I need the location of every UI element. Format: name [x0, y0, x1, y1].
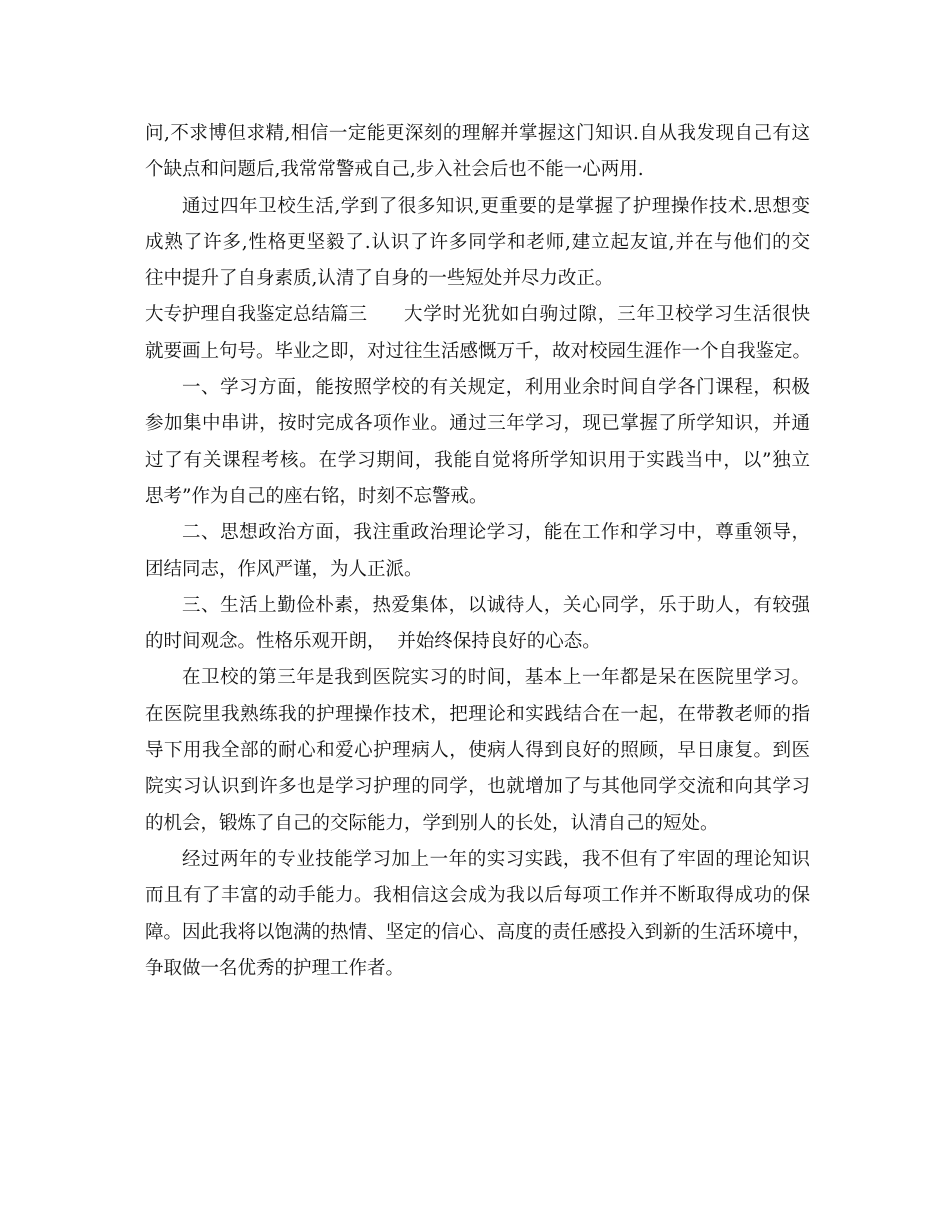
text-line: 障。因此我将以饱满的热情、坚定的信心、高度的责任感投入到新的生活环境中，: [145, 921, 812, 943]
paragraph-6: [145, 588, 810, 661]
text-line: 问,不求博但求精,相信一定能更深刻的理解并掌握这门知识.自从我发现自己有这: [145, 123, 810, 144]
text-line: 个缺点和问题后,我常常警戒自己,步入社会后也不能一心两用.: [145, 159, 644, 181]
paragraph-7: [145, 660, 810, 841]
text-line: 参加集中串讲，按时完成各项作业。通过三年学习，现已掌握了所学知识，并通: [145, 413, 810, 435]
text-line: 就要画上句号。毕业之即，对过往生活感慨万千，故对校园生涯作一个自我鉴定。: [145, 340, 812, 362]
text-line: 团结同志，作风严谨，为人正派。: [145, 558, 423, 580]
text-line: 过了有关课程考核。在学习期间，我能自觉将所学知识用于实践当中，以”独立: [145, 449, 810, 471]
text-line: 二、思想政治方面，我注重政治理论学习，能在工作和学习中，尊重领导，: [182, 522, 810, 544]
paragraph-8: [145, 842, 810, 987]
text-line: 一、学习方面，能按照学校的有关规定，利用业余时间自学各门课程，积极: [182, 377, 810, 399]
text-line: 思考”作为自己的座右铭，时刻不忘警戒。: [145, 485, 488, 507]
text-line: 成熟了许多,性格更坚毅了.认识了许多同学和老师,建立起友谊,并在与他们的交: [145, 231, 810, 253]
text-line: 的时间观念。性格乐观开朗， 并始终保持良好的心态。: [145, 631, 601, 653]
paragraph-3: [145, 297, 810, 370]
paragraph-5: [145, 515, 810, 588]
text-line: 而且有了丰富的动手能力。我相信这会成为我以后每项工作并不断取得成功的保: [145, 885, 810, 907]
text-line: 在医院里我熟练我的护理操作技术，把理论和实践结合在一起，在带教老师的指: [145, 703, 810, 725]
text-line: 院实习认识到许多也是学习护理的同学，也就增加了与其他同学交流和向其学习: [145, 776, 810, 798]
paragraph-4: [145, 370, 810, 515]
text-line: 争取做一名优秀的护理工作者。: [145, 957, 405, 979]
section-title: 大专护理自我鉴定总结篇三: [145, 304, 368, 326]
heading-line: [145, 297, 810, 333]
text-line: 大学时光犹如白驹过隙，三年卫校学习生活很快: [404, 304, 810, 326]
text-line: 在卫校的第三年是我到医院实习的时间，基本上一年都是呆在医院里学习。: [182, 667, 810, 689]
text-line: 通过四年卫校生活,学到了很多知识,更重要的是掌握了护理操作技术.思想变: [182, 195, 810, 217]
document-body: [145, 116, 810, 987]
text-line: 导下用我全部的耐心和爱心护理病人，使病人得到良好的照顾，早日康复。到医: [145, 740, 810, 762]
text-line: 经过两年的专业技能学习加上一年的实习实践，我不但有了牢固的理论知识: [182, 848, 810, 870]
paragraph-1: [145, 116, 810, 189]
text-line: 三、生活上勤俭朴素，热爱集体，以诚待人，关心同学，乐于助人，有较强: [182, 594, 810, 616]
paragraph-2: [145, 189, 810, 298]
text-line: 往中提升了自身素质,认清了自身的一些短处并尽力改正。: [145, 268, 614, 290]
text-line: 的机会，锻炼了自己的交际能力，学到别人的长处，认清自己的短处。: [145, 812, 719, 834]
